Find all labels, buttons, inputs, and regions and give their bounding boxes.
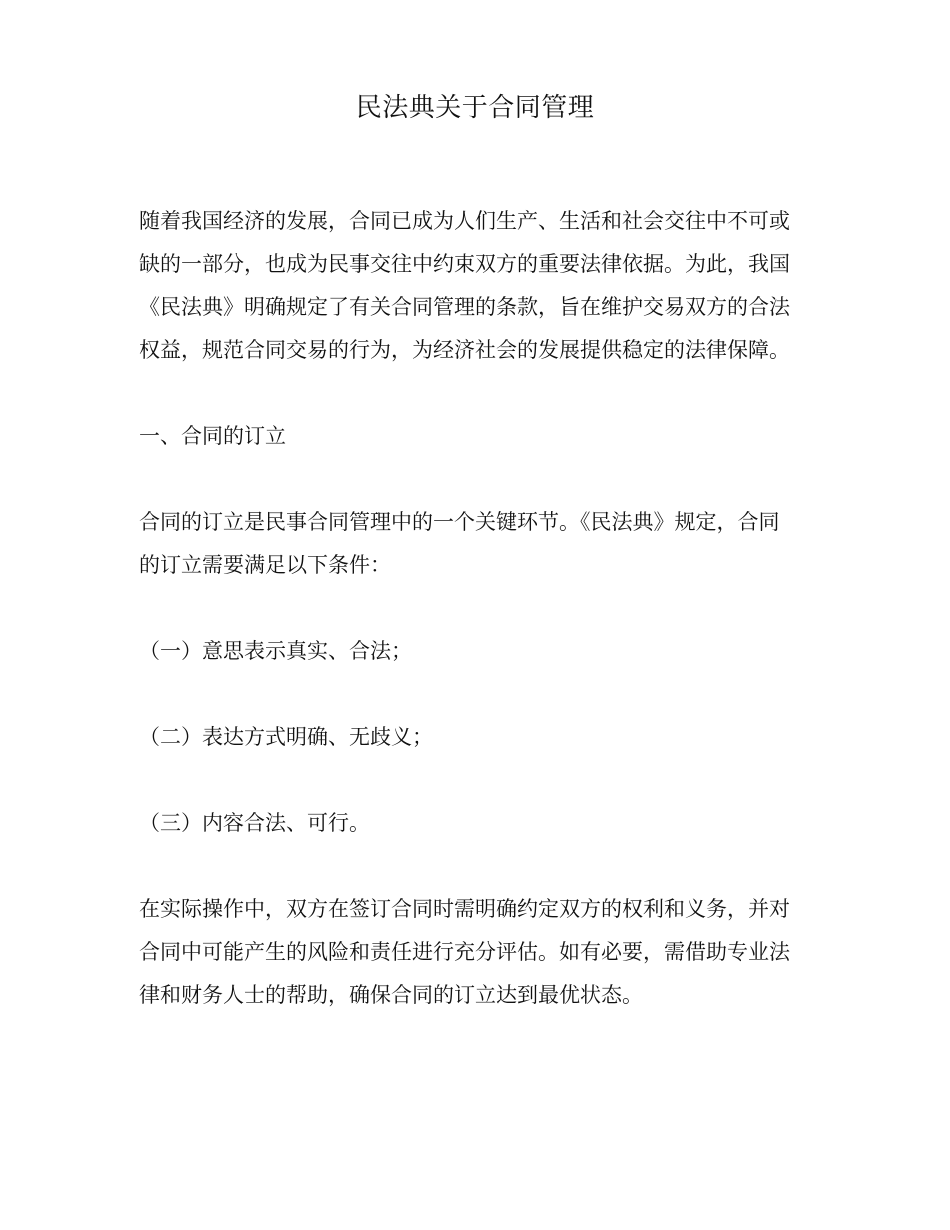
document-title: 民法典关于合同管理 [355,93,595,123]
body-paragraph: 合同的订立是民事合同管理中的一个关键环节。《民法典》规定，合同的订立需要满足以下条件： [139,510,780,577]
document-body [139,200,799,1017]
list-item: （三）内容合法、可行。 [139,811,370,835]
intro-paragraph: 随着我国经济的发展，合同已成为人们生产、生活和社会交往中不可或缺的一部分，也成为民事交往中约束双方的重要法律依据。为此，我国《民法典》明确规定了有关合同管理的条款，旨在维护交易双方的合法权益，规范合同交易的行为，为经济社会的发展提供稳定的法律保障。 [139,209,790,362]
list-item: （一）意思表示真实、合法； [139,639,412,663]
section-heading: 一、合同的订立 [139,424,286,448]
list-item: （二）表达方式明确、无歧义； [139,725,433,749]
body-paragraph: 在实际操作中，双方在签订合同时需明确约定双方的权利和义务，并对合同中可能产生的风险和责任进行充分评估。如有必要，需借助专业法律和财务人士的帮助，确保合同的订立达到最优状态。 [139,897,790,1007]
